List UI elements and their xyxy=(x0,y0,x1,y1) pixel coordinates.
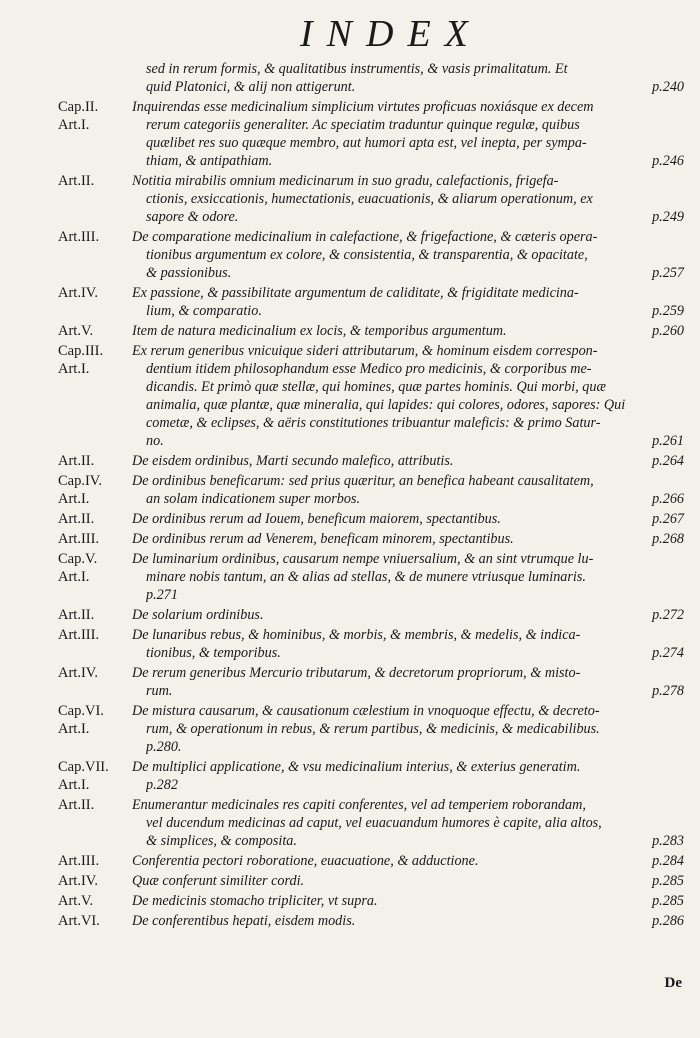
page-reference: p.249 xyxy=(652,209,684,225)
entry-label: Art.I. xyxy=(58,361,90,377)
index-entry xyxy=(0,912,700,930)
index-entry xyxy=(0,342,700,450)
page-reference: p.283 xyxy=(652,833,684,849)
entry-text: dicandis. Et primò quæ stellæ, qui homines, quæ partes hominis. Qui morbi, quæ xyxy=(146,379,606,395)
page-reference: p.274 xyxy=(652,645,684,661)
entry-text: De ordinibus rerum ad Venerem, beneficam minorem, spectantibus. xyxy=(132,531,514,547)
entry-text: rerum categoriis generaliter. Ac speciatim traduntur quinque regulæ, quibus xyxy=(146,117,580,133)
entry-text: & simplices, & composita. xyxy=(146,833,297,849)
index-entry xyxy=(0,606,700,624)
entry-line xyxy=(0,738,700,756)
page-reference: p.264 xyxy=(652,453,684,469)
entry-line xyxy=(0,60,700,78)
entry-line xyxy=(0,852,700,870)
entry-text: p.282 xyxy=(146,777,178,793)
entry-text: no. xyxy=(146,433,164,449)
entry-line xyxy=(0,98,700,116)
entry-label: Art.II. xyxy=(58,511,95,527)
index-entry xyxy=(0,228,700,282)
entry-line xyxy=(0,172,700,190)
entry-text: Ex passione, & passibilitate argumentum de caliditate, & frigiditate medicina- xyxy=(132,285,579,301)
entry-line xyxy=(0,832,700,850)
index-entry xyxy=(0,550,700,604)
entry-line xyxy=(0,912,700,930)
entry-text: De mistura causarum, & causationum cælestium in vnoquoque effectu, & decreto- xyxy=(132,703,600,719)
page-reference: p.260 xyxy=(652,323,684,339)
entry-label: Cap.V. xyxy=(58,551,98,567)
entry-text: De ordinibus rerum ad Iouem, beneficum maiorem, spectantibus. xyxy=(132,511,501,527)
entry-line xyxy=(0,452,700,470)
entry-line xyxy=(0,682,700,700)
entry-text: cometæ, & eclipses, & aëris constitutiones tribuantur maleficis: & primo Satur- xyxy=(146,415,601,431)
entry-label: Art.I. xyxy=(58,721,90,737)
entry-line xyxy=(0,414,700,432)
entry-text: De conferentibus hepati, eisdem modis. xyxy=(132,913,356,929)
entry-label: Art.II. xyxy=(58,453,95,469)
index-entry xyxy=(0,664,700,700)
entry-line xyxy=(0,228,700,246)
page-reference: p.266 xyxy=(652,491,684,507)
entry-text: sapore & odore. xyxy=(146,209,239,225)
entry-line xyxy=(0,664,700,682)
entry-label: Art.III. xyxy=(58,229,100,245)
entry-line xyxy=(0,360,700,378)
page-reference: p.272 xyxy=(652,607,684,623)
entry-label: Art.III. xyxy=(58,627,100,643)
entry-text: minare nobis tantum, an & alias ad stellas, & de munere vtriusque luminaris. xyxy=(146,569,586,585)
page-reference: p.285 xyxy=(652,893,684,909)
catchword: De xyxy=(664,975,682,991)
entry-text: De solarium ordinibus. xyxy=(132,607,264,623)
entry-text: lium, & comparatio. xyxy=(146,303,262,319)
entry-text: p.271 xyxy=(146,587,178,603)
index-entry xyxy=(0,626,700,662)
entry-line xyxy=(0,644,700,662)
entry-line xyxy=(0,78,700,96)
entry-label: Art.III. xyxy=(58,531,100,547)
entry-text: De lunaribus rebus, & hominibus, & morbis, & membris, & medelis, & indica- xyxy=(132,627,581,643)
entry-label: Cap.VI. xyxy=(58,703,104,719)
entry-line xyxy=(0,302,700,320)
index-entry xyxy=(0,530,700,548)
page-reference: p.246 xyxy=(652,153,684,169)
index-entry xyxy=(0,452,700,470)
index-entries xyxy=(0,60,700,932)
entry-line xyxy=(0,134,700,152)
entry-text: tionibus, & temporibus. xyxy=(146,645,281,661)
page-reference: p.284 xyxy=(652,853,684,869)
entry-text: ctionis, exsiccationis, humectationis, euacuationis, & aliarum operationum, ex xyxy=(146,191,593,207)
entry-text: De multiplici applicatione, & vsu medicinalium interius, & exterius generatim. xyxy=(132,759,581,775)
entry-text: De comparatione medicinalium in calefactione, & frigefactione, & cæteris opera- xyxy=(132,229,598,245)
entry-line xyxy=(0,284,700,302)
entry-line xyxy=(0,702,700,720)
entry-line xyxy=(0,490,700,508)
entry-line xyxy=(0,208,700,226)
index-entry xyxy=(0,60,700,96)
entry-text: & passionibus. xyxy=(146,265,232,281)
index-entry xyxy=(0,796,700,850)
entry-text: De luminarium ordinibus, causarum nempe vniuersalium, & an sint vtrumque lu- xyxy=(132,551,594,567)
index-entry xyxy=(0,852,700,870)
entry-label: Art.II. xyxy=(58,607,95,623)
entry-label: Cap.III. xyxy=(58,343,104,359)
entry-text: De rerum generibus Mercurio tributarum, & decretorum propriorum, & misto- xyxy=(132,665,581,681)
entry-text: Enumerantur medicinales res capiti conferentes, vel ad temperiem roborandam, xyxy=(132,797,586,813)
entry-label: Art.II. xyxy=(58,173,95,189)
entry-text: dentium itidem philosophandum esse Medico pro medicinis, & corporibus me- xyxy=(146,361,592,377)
entry-text: Item de natura medicinalium ex locis, & temporibus argumentum. xyxy=(132,323,507,339)
entry-line xyxy=(0,758,700,776)
index-entry xyxy=(0,98,700,170)
entry-text: rum, & operationum in rebus, & rerum partibus, & medicinis, & medicabilibus. xyxy=(146,721,600,737)
entry-label: Art.I. xyxy=(58,117,90,133)
index-entry xyxy=(0,322,700,340)
entry-text: De eisdem ordinibus, Marti secundo malefico, attributis. xyxy=(132,453,454,469)
entry-line xyxy=(0,626,700,644)
index-entry xyxy=(0,284,700,320)
index-entry xyxy=(0,892,700,910)
page-reference: p.257 xyxy=(652,265,684,281)
entry-line xyxy=(0,472,700,490)
entry-label: Art.II. xyxy=(58,797,95,813)
entry-line xyxy=(0,586,700,604)
entry-label: Art.V. xyxy=(58,893,94,909)
entry-line xyxy=(0,116,700,134)
entry-line xyxy=(0,814,700,832)
entry-line xyxy=(0,550,700,568)
entry-line xyxy=(0,606,700,624)
index-entry xyxy=(0,510,700,528)
entry-text: Inquirendas esse medicinalium simplicium virtutes proficuas noxiásque ex decem xyxy=(132,99,594,115)
entry-text: rum. xyxy=(146,683,173,699)
entry-text: sed in rerum formis, & qualitatibus instrumentis, & vasis primalitatum. Et xyxy=(146,61,568,77)
entry-label: Art.IV. xyxy=(58,665,99,681)
entry-text: vel ducendum medicinas ad caput, vel euacuandum humores è capite, alia altos, xyxy=(146,815,602,831)
entry-text: Conferentia pectori roboratione, euacuatione, & adductione. xyxy=(132,853,479,869)
page-reference: p.286 xyxy=(652,913,684,929)
entry-line xyxy=(0,872,700,890)
entry-line xyxy=(0,530,700,548)
entry-line xyxy=(0,510,700,528)
entry-line xyxy=(0,190,700,208)
entry-line xyxy=(0,396,700,414)
entry-text: Ex rerum generibus vnicuique sideri attributarum, & hominum eisdem correspon- xyxy=(132,343,598,359)
page-reference: p.285 xyxy=(652,873,684,889)
entry-text: quid Platonici, & alij non attigerunt. xyxy=(146,79,356,95)
entry-line xyxy=(0,568,700,586)
entry-text: p.280. xyxy=(146,739,182,755)
entry-label: Art.IV. xyxy=(58,873,99,889)
entry-text: Notitia mirabilis omnium medicinarum in suo gradu, calefactionis, frigefa- xyxy=(132,173,559,189)
index-entry xyxy=(0,758,700,794)
entry-text: an solam indicationem super morbos. xyxy=(146,491,360,507)
entry-line xyxy=(0,720,700,738)
entry-text: De medicinis stomacho tripliciter, vt supra. xyxy=(132,893,378,909)
entry-line xyxy=(0,342,700,360)
entry-text: tionibus argumentum ex colore, & consistentia, & transparentia, & opacitate, xyxy=(146,247,588,263)
entry-line xyxy=(0,378,700,396)
entry-label: Art.I. xyxy=(58,569,90,585)
page-reference: p.278 xyxy=(652,683,684,699)
entry-line xyxy=(0,892,700,910)
page-reference: p.240 xyxy=(652,79,684,95)
entry-label: Art.I. xyxy=(58,491,90,507)
entry-text: quælibet res suo quæque membro, aut humori apta est, vel inepta, per sympa- xyxy=(146,135,587,151)
entry-line xyxy=(0,322,700,340)
entry-text: thiam, & antipathiam. xyxy=(146,153,273,169)
entry-label: Art.IV. xyxy=(58,285,99,301)
entry-label: Cap.VII. xyxy=(58,759,109,775)
index-entry xyxy=(0,172,700,226)
entry-label: Art.VI. xyxy=(58,913,100,929)
page-title: INDEX xyxy=(300,13,482,55)
entry-label: Cap.IV. xyxy=(58,473,103,489)
entry-line xyxy=(0,264,700,282)
index-entry xyxy=(0,702,700,756)
index-entry xyxy=(0,872,700,890)
page-reference: p.268 xyxy=(652,531,684,547)
entry-text: Quæ conferunt similiter cordi. xyxy=(132,873,305,889)
entry-line xyxy=(0,796,700,814)
page-reference: p.267 xyxy=(652,511,684,527)
entry-label: Art.I. xyxy=(58,777,90,793)
entry-line xyxy=(0,246,700,264)
entry-line xyxy=(0,776,700,794)
entry-label: Art.V. xyxy=(58,323,94,339)
entry-text: De ordinibus beneficarum: sed prius quæritur, an benefica habeant causalitatem, xyxy=(132,473,594,489)
entry-line xyxy=(0,152,700,170)
page-reference: p.261 xyxy=(652,433,684,449)
index-entry xyxy=(0,472,700,508)
page-reference: p.259 xyxy=(652,303,684,319)
entry-text: animalia, quæ plantæ, quæ mineralia, qui lapides: qui colores, odores, sapores: Qui xyxy=(146,397,626,413)
entry-label: Cap.II. xyxy=(58,99,99,115)
entry-label: Art.III. xyxy=(58,853,100,869)
entry-line xyxy=(0,432,700,450)
